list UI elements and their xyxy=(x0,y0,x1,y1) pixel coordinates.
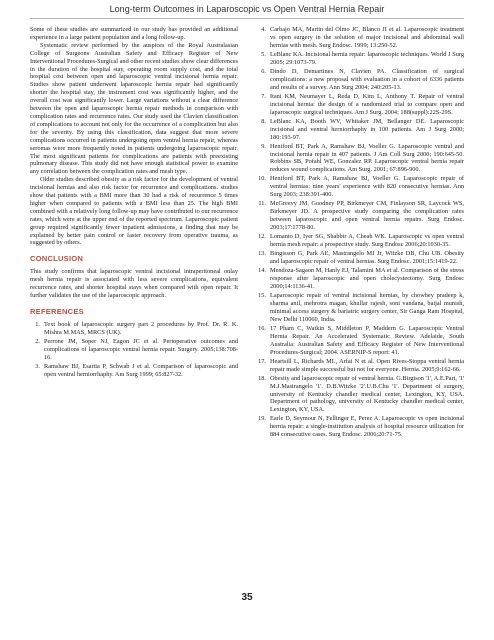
left-column xyxy=(30,26,238,380)
reference-item: 8. LeBlanc KA, Booth WV, Whitaker JM, Bellanger DE. Laparoscopic incisional and ventral herniorrhaphy in 100 patients. Am J Surg 2000; 180:193-97. xyxy=(261,117,464,141)
reference-item: 12. Lomanto D, Iyer SG, Shabbir A, Cheah WK. Laparoscopic vs open ventral hernia mesh repair: a prospective study. Surg Endosc 2006;20:1030-35. xyxy=(258,233,464,249)
body-paragraph: Systematic review performed by the auspices of the Royal Australasian College of Surgeons Australian Safety and Efficacy Register of New Interventional Procedures-Surgical and other recent studies show clear differences in the duration of the hospital stay, operating room supply cost, and the total hospital cost between open and laparoscopic ventral incisional hernia repair. Studies show patient underwent laparoscopic hernia repair had significantly shorter the hospital stay, the instrument cost was significantly higher, and the overall cost was significantly lower. Large variations without a clear difference between the open and laparoscopic hernia repair methods in comparison with complication rates and recurrence rates. Our study used the Clavien classification of complications to account not only for the occurrence of a complication but also for the severity. By using this classification, data suggest that more severe complications occurred in patients undergoing open ventral hernia repair, whereas seromas were more frequently noted in patients undergoing laparoscopic repair. The most significant patients for complications are patients with preexisting pulmonary disease. This study did not have enough statistical power to examine any correlation between the complication rates and mesh type. xyxy=(30,41,238,176)
body-paragraph: Older studies described obesity as a risk factor for the development of ventral incisional hernias and also risk factor for recurrence and complications. studies show that patients with a BMI more than 30 had a risk of recurrence 5 times higher when compared to patients with a BMI less than 25. The high BMI combined with a relatively long follow-up may have contributed to our recurrence rates, which were at the upper end of the reported spectrum. Laparoscopic patient group required significantly fewer inpatient admissions, a finding that may be explained by better pain control or faster recovery from operative trauma, as suggested by others. xyxy=(30,176,238,247)
reference-item: 19. Earle D, Seymour N, Fellinger E, Perez A. Laparoscopic vs open incisional hernia repair: a single-institution analysis of hospital resource utilization for 884 consecutive cases. Surg Endosc. 2006;20:71-75. xyxy=(258,415,464,439)
references-heading: REFERENCES xyxy=(30,306,84,316)
right-column xyxy=(256,26,464,440)
reference-item: 9. Heniford BT, Park A, Ramshaw BJ, Voeller G. Laparoscopic ventral and incisional hernia repair in 407 patients. J Am Coll Surg 2000; 190:645-50. Robbins SB, Pofahl WE, Gonzalez RP. Laparoscopic ventral hernia repair reduces wound complications. Am Surg. 2001; 67:896-900. xyxy=(261,142,464,174)
reference-item: 3. Ramshaw BJ, Esartia P, Schwab J et al. Comparison of laparoscopic and open ventral herniorrhaphy. Am Surg 1999; 65:827-32. xyxy=(35,362,238,378)
conclusion-paragraph: This study confirms that laparoscopic ventral incisional intraperitoneal onlay mesh hernia repair is associated with less severe complications, equivalent recurrence rates, and shorter hospital stays when compared with open repair. It further validates the use of the laparoscopic approach. xyxy=(30,268,238,299)
reference-list-right xyxy=(256,26,464,439)
reference-item: 10. Heniford BT, Park A, Ramshaw BJ, Voeller G. Laparoscopic repair of ventral hernias: nine years' experience with 820 consecutive hernias. Ann Surg 2003; 238:391-400. xyxy=(258,175,464,199)
reference-item: 15. Laparoscopic repair of ventral incisional hernias, by chowbey pradeep k, sharma anil, mehrotra magan, khullar rajesh, soni vandana, baijal munish, minimal access surgery & bariatric surgery center, Sir Ganga Ram Hospital, New Delhi 110060, India. xyxy=(258,292,464,323)
reference-item: 17. Heartsill L, Richards ML, Arfai N et al. Open Rives-Stoppa ventral hernia repair made simple successful but not for everyone. Hernia. 2005;9:162-66. xyxy=(258,357,464,373)
reference-item: 13. Bingisson G, Park AE, Mastrangelo MJ Jr, Witzke DB, Chu UB. Obesity and laparoscopic repair of ventral hernias. Surg Endosc. 2001;15:1419-22. xyxy=(258,250,464,266)
reference-item: 18. Obesity and laparoscopic repair of ventral hernia. G.Birgison '1', A.E.Part, '1' M.J.Mastrangelo '1'. D.B.Witzke '2'.U.B.Chu '1'. Department of surgery, university of Kentucky chandler medical center, Lexington, KY, USA. Department of pathology, university of Kentucky chandler medical center, Lexington, KY, USA. xyxy=(258,374,464,414)
reference-item: 4. Carbajo MA, Martin del Olmo JC, Blanco JI et al. Laparoscopic treatment vs open surgery in the solution of major incisional and abdominal wall hernias with mesh. Surg Endosc. 1999; 13:250-52. xyxy=(261,26,464,49)
page-number: 35 xyxy=(241,592,253,603)
conclusion-heading: CONCLUSION xyxy=(30,254,84,264)
reference-list-left xyxy=(30,321,238,379)
reference-item: 16. 17 Pham C, Watkin S, Middleton P, Maddern G. Laparoscopic Ventral Hernia Repair. An Accelerated Systematic Review. Adelaide, South Australia: Australian Safety and Efficacy Register of New Interventional Procedures-Surgical; 2004. ASERNIP-S report: 41. xyxy=(258,324,464,356)
running-header: Long-term Outcomes in Laparoscopic vs Open Ventral Hernia Repair xyxy=(109,4,385,14)
body-paragraph: Some of these studies are summarized in our study has provided an additional experience in a large patient population and a long follow-up. xyxy=(30,26,238,41)
reference-item: 6. Dindo D, Demartines N, Clavien PA. Classification of surgical complications: a new proposal with evaluation in a cohort of 6336 patients and results of a survey. Ann Surg 2004; 240:205-13. xyxy=(261,67,464,91)
reference-item: 2. Perrone JM, Soper NJ, Eagon JC et al. Perioperative outcomes and complications of laparoscopic ventral hernia repair. Surgery. 2005;138:708-16. xyxy=(35,337,238,361)
reference-item: 5. LeBlanc KA. Incisional hernia repair: laparoscopic techniques. World J Surg 2005; 29:1073-79. xyxy=(261,50,464,66)
reference-item: 14. Mendoza-Sagaon M, Hanly EJ, Talamini MA et al. Comparison of the stress response after laparoscopic and open cholecystectomy. Surg Endosc 2000;14:1136-41. xyxy=(258,267,464,290)
reference-item: 1. Text book of laparoscopic surgery part 2 procedures by Prof. Dr. R. K. Mishra M.MAS, MRCS (UK). xyxy=(35,320,238,336)
reference-item: 11. McGreevy JM, Goodney PP, Birkmeyer CM, Finlayson SR, Laycock WS, Birkmeyer JD. A prospective study comparing the complication rates between laparoscopic and open ventral hernia repairs. Surg Endosc. 2003;17:1778-80. xyxy=(258,200,464,232)
header-rule xyxy=(30,18,464,19)
reference-item: 7. Itani KM, Neumayer L, Reda D, Kim L, Anthony T. Repair of ventral incisional hernia: the design of a randomized trial to compare open and laparoscopic surgical techniques. Am J Surg. 2004; 188(suppl):22S-29S. xyxy=(261,92,464,116)
